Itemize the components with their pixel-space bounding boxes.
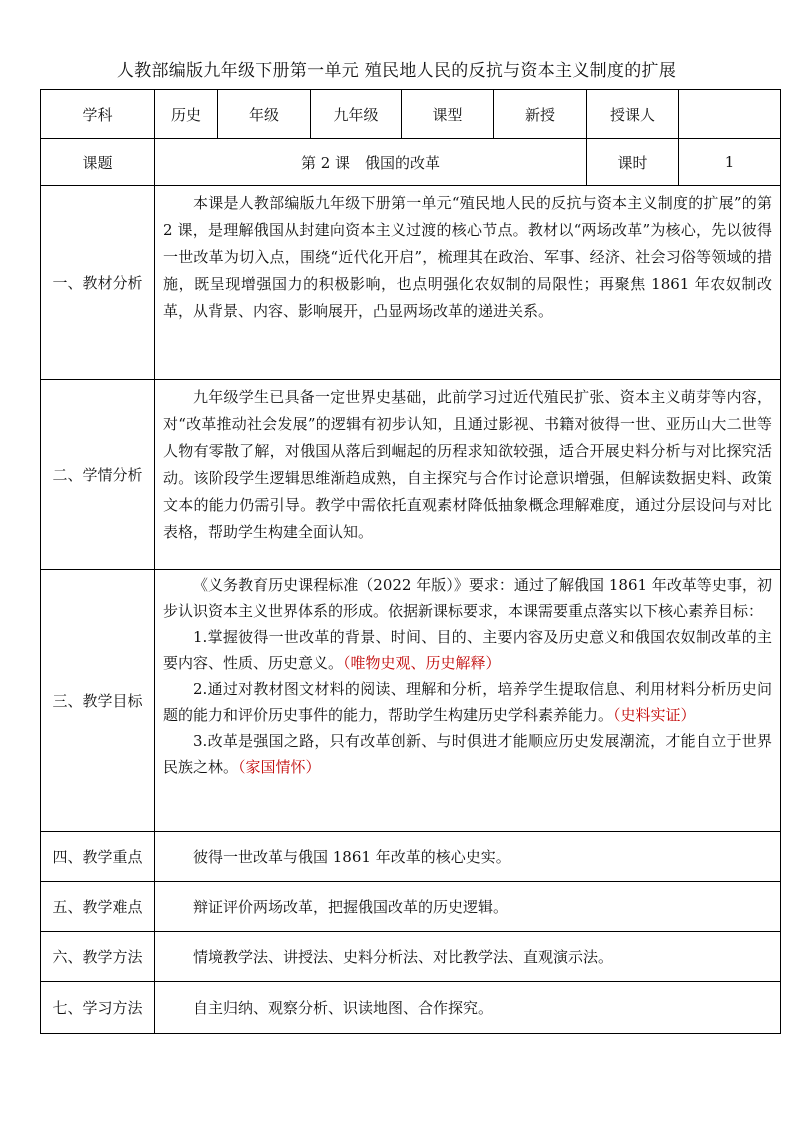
section-textbook xyxy=(41,186,781,380)
section-content xyxy=(155,380,781,570)
hours-value: 1 xyxy=(679,139,781,186)
section-key-points xyxy=(41,832,781,882)
lesson-plan-table xyxy=(40,89,781,1034)
header-row xyxy=(41,90,781,139)
goal-text: 3.改革是强国之路，只有改革创新、与时俱进才能顺应历史发展潮流，才能自立于世界民族之林。 xyxy=(163,732,772,776)
teaching-methods-text: 情境教学法、讲授法、史料分析法、对比教学法、直观演示法。 xyxy=(155,932,781,982)
goal-tag: （唯物史观、历史解释） xyxy=(343,654,501,672)
grade-value: 九年级 xyxy=(311,90,402,139)
section-label: 二、学情分析 xyxy=(41,380,155,570)
section-label: 五、教学难点 xyxy=(41,882,155,932)
difficulties-text: 辩证评价两场改革，把握俄国改革的历史逻辑。 xyxy=(155,882,781,932)
section-students xyxy=(41,380,781,570)
section-content xyxy=(155,186,781,380)
section-label: 四、教学重点 xyxy=(41,832,155,882)
goal-tag: （家国情怀） xyxy=(238,758,321,776)
goal-item xyxy=(163,728,772,780)
teacher-value xyxy=(679,90,781,139)
section-label: 六、教学方法 xyxy=(41,932,155,982)
section-label: 七、学习方法 xyxy=(41,982,155,1034)
goal-text: 1.掌握彼得一世改革的背景、时间、目的、主要内容及历史意义和俄国农奴制改革的主要内容、性质、历史意义。 xyxy=(163,628,772,672)
key-points-text: 彼得一世改革与俄国 1861 年改革的核心史实。 xyxy=(155,832,781,882)
section-learning xyxy=(41,982,781,1034)
textbook-analysis-text: 本课是人教部编版九年级下册第一单元“殖民地人民的反抗与资本主义制度的扩展”的第 2 课，是理解俄国从封建向资本主义过渡的核心节点。教材以“两场改革”为核心，先以彼得一世改革为切入点，围绕“近代化开启”，梳理其在政治、军事、经济、社会习俗等领域的措施，既呈现增强国力的积极影响，也点明强化农奴制的局限性；再聚焦 1861 年农奴制改革，从背景、内容、影响展开，凸显两场改革的递进关系。 xyxy=(163,194,772,320)
grade-label: 年级 xyxy=(218,90,311,139)
hours-label: 课时 xyxy=(587,139,679,186)
document-title: 人教部编版九年级下册第一单元 殖民地人民的反抗与资本主义制度的扩展 xyxy=(116,61,677,81)
lesson-type-label: 课型 xyxy=(402,90,494,139)
topic-label: 课题 xyxy=(41,139,155,186)
teacher-label: 授课人 xyxy=(587,90,679,139)
goal-item xyxy=(163,676,772,728)
learning-methods-text: 自主归纳、观察分析、识读地图、合作探究。 xyxy=(155,982,781,1034)
subject-value: 历史 xyxy=(155,90,218,139)
goal-tag: （史料实证） xyxy=(613,706,696,724)
subject-label: 学科 xyxy=(41,90,155,139)
goal-text: 2.通过对教材图文材料的阅读、理解和分析，培养学生提取信息、利用材料分析历史问题的能力和评价历史事件的能力，帮助学生构建历史学科素养能力。 xyxy=(163,680,772,724)
goals-intro: 《义务教育历史课程标准（2022 年版）》要求：通过了解俄国 1861 年改革等史事，初步认识资本主义世界体系的形成。依据新课标要求，本课需要重点落实以下核心素养目标： xyxy=(163,576,772,620)
student-analysis-text: 九年级学生已具备一定世界史基础，此前学习过近代殖民扩张、资本主义萌芽等内容，对“改革推动社会发展”的逻辑有初步认知，且通过影视、书籍对彼得一世、亚历山大二世等人物有零散了解，对俄国从落后到崛起的历程求知欲较强，适合开展史料分析与对比探究活动。该阶段学生逻辑思维渐趋成熟，自主探究与合作讨论意识增强，但解读数据史料、政策文本的能力仍需引导。教学中需依托直观素材降低抽象概念理解难度，通过分层设问与对比表格，帮助学生构建全面认知。 xyxy=(163,388,772,541)
section-methods xyxy=(41,932,781,982)
section-content xyxy=(155,570,781,832)
section-label: 三、教学目标 xyxy=(41,570,155,832)
topic-value: 第 2 课 俄国的改革 xyxy=(155,139,587,186)
section-label: 一、教材分析 xyxy=(41,186,155,380)
goal-item xyxy=(163,624,772,676)
section-difficulties xyxy=(41,882,781,932)
lesson-type-value: 新授 xyxy=(494,90,587,139)
topic-row xyxy=(41,139,781,186)
section-goals xyxy=(41,570,781,832)
